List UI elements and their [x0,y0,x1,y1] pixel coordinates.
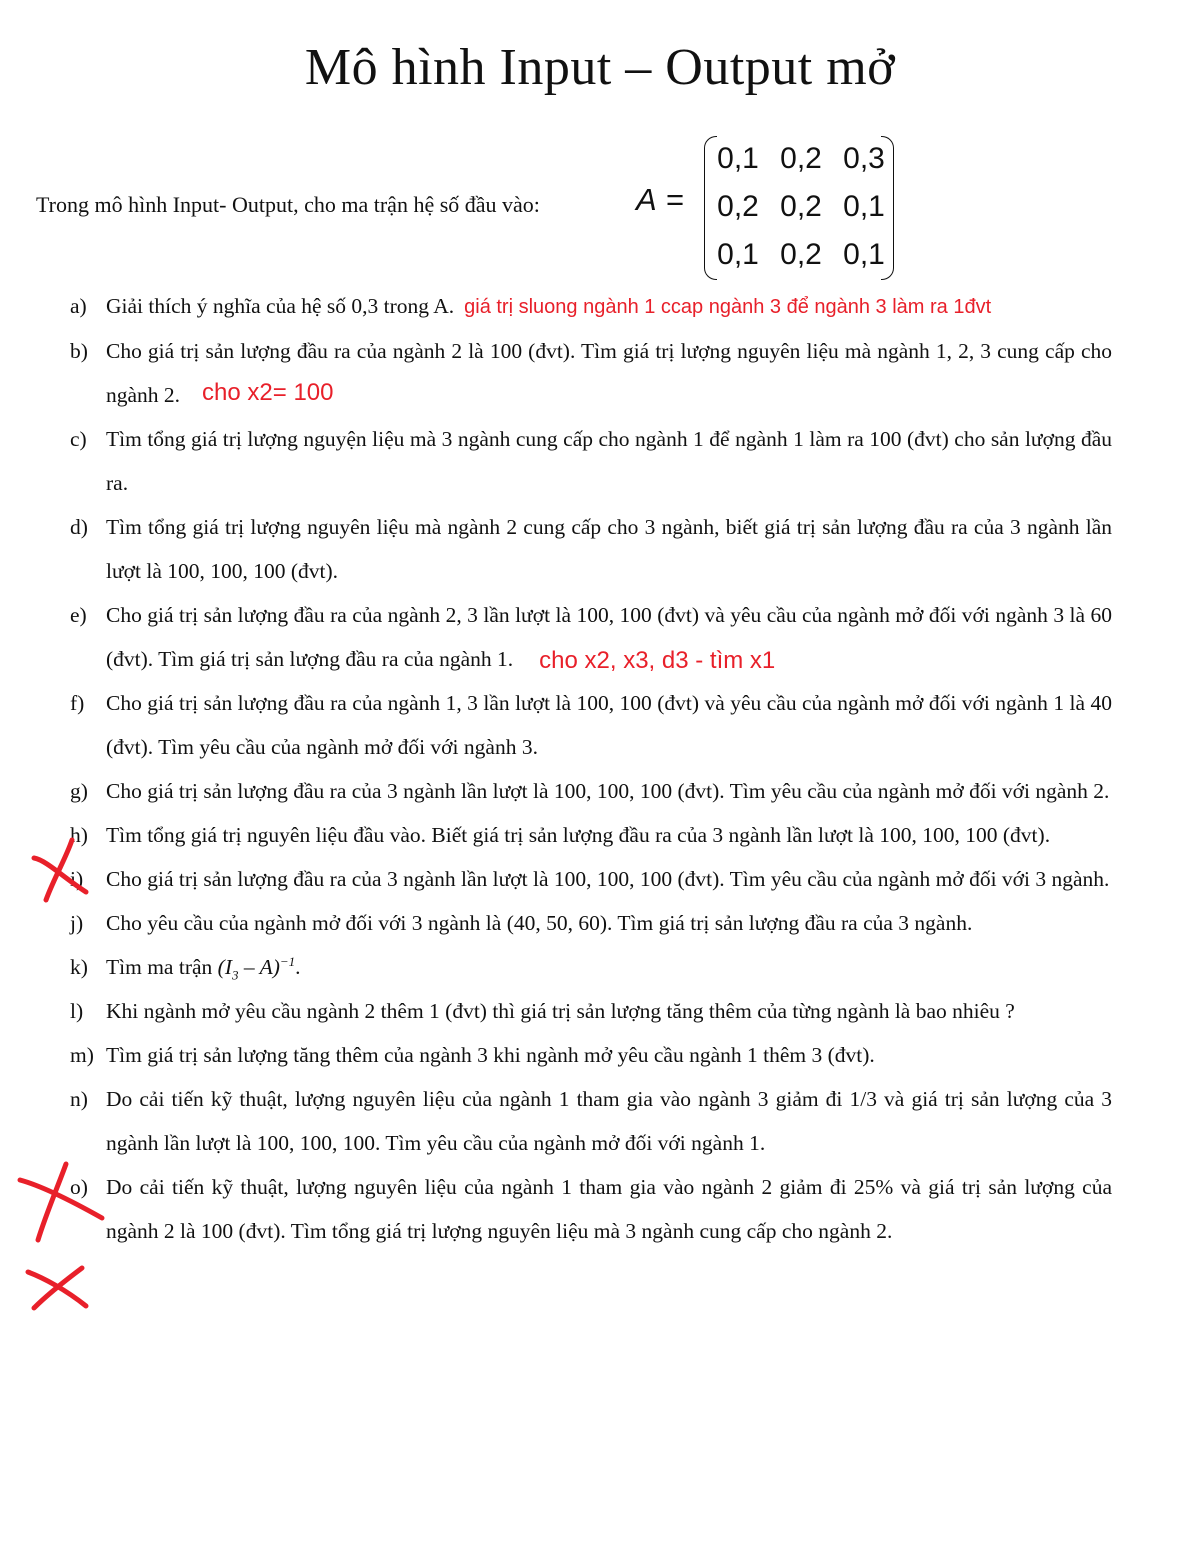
question-label: j) [70,911,84,935]
question-text: Tìm ma trận [106,955,213,979]
question-text-end: . [295,955,301,979]
handwritten-note: cho x2, x3, d3 - tìm x1 [539,647,776,674]
question-label: l) [70,999,84,1023]
question-text: Do cải tiến kỹ thuật, lượng nguyên liệu của ngành 1 tham gia vào ngành 3 giảm đi 1/3 và giá trị sản lượng của 3 ngành lần lượt là 100, 100, 100. Tìm yêu cầu của ngành mở đối với ngành 1. [106,1087,1112,1155]
question-label: h) [70,823,88,847]
question-text: Cho giá trị sản lượng đầu ra của ngành 1, 3 lần lượt là 100, 100 (đvt) và yêu cầu của ngành mở đối với ngành 1 là 40 (đvt). Tìm yêu cầu của ngành mở đối với ngành 3. [106,691,1112,759]
question-e [70,593,1112,681]
question-text: Do cải tiến kỹ thuật, lượng nguyên liệu của ngành 1 tham gia vào ngành 2 giảm đi 25% và giá trị sản lượng của ngành 2 là 100 (đvt). Tìm tổng giá trị lượng nguyên liệu mà 3 ngành cung cấp cho ngành 2. [106,1175,1112,1243]
math-part: – A) [238,955,280,979]
matrix-row [708,190,894,224]
question-a [70,284,1112,329]
math-part: (I [217,955,232,979]
cross-mark-icon [22,1262,92,1312]
question-text: Cho yêu cầu của ngành mở đối với 3 ngành là (40, 50, 60). Tìm giá trị sản lượng đầu ra của 3 ngành. [106,911,973,935]
question-text: Tìm tổng giá trị lượng nguyện liệu mà 3 ngành cung cấp cho ngành 1 để ngành 1 làm ra 100 (đvt) cho sản lượng đầu ra. [106,427,1112,495]
question-text: Tìm giá trị sản lượng tăng thêm của ngành 3 khi ngành mở yêu cầu ngành 1 thêm 3 (đvt). [106,1043,875,1067]
question-text: Khi ngành mở yêu cầu ngành 2 thêm 1 (đvt) thì giá trị sản lượng tăng thêm của từng ngành là bao nhiêu ? [106,999,1015,1023]
question-o [70,1165,1112,1253]
question-label: g) [70,779,88,803]
question-list [70,284,1112,1253]
question-c [70,417,1112,505]
matrix-equation [636,132,906,282]
page-title: Mô hình Input – Output mở [304,39,896,96]
question-n [70,1077,1112,1165]
question-text: Cho giá trị sản lượng đầu ra của ngành 2, 3 lần lượt là 100, 100 (đvt) và yêu cầu của ngành mở đối với ngành 3 là 60 (đvt). Tìm giá trị sản lượng đầu ra của ngành 1. [106,603,1112,671]
cross-mark-icon [26,834,96,904]
question-f [70,681,1112,769]
question-text: Cho giá trị sản lượng đầu ra của 3 ngành lần lượt là 100, 100, 100 (đvt). Tìm yêu cầu của ngành mở đối với 3 ngành. [106,867,1110,891]
handwritten-note: giá trị sluong ngành 1 ccap ngành 3 để ngành 3 làm ra 1đvt [464,296,992,318]
question-label: n) [70,1087,88,1111]
question-text: Cho giá trị sản lượng đầu ra của ngành 2 là 100 (đvt). Tìm giá trị lượng nguyên liệu mà ngành 1, 2, 3 cung cấp cho ngành 2. [106,339,1112,407]
matrix-cell: 0,1 [843,190,885,223]
question-label: b) [70,339,88,363]
question-h [70,813,1112,857]
matrix-cell: 0,2 [780,238,822,271]
matrix-cell: 0,2 [780,190,822,223]
question-j [70,901,1112,945]
question-text: Cho giá trị sản lượng đầu ra của 3 ngành lần lượt là 100, 100, 100 (đvt). Tìm yêu cầu của ngành mở đối với ngành 2. [106,779,1110,803]
question-text: Tìm tổng giá trị lượng nguyên liệu mà ngành 2 cung cấp cho 3 ngành, biết giá trị sản lượng đầu ra của 3 ngành lần lượt là 100, 100, 100 (đvt). [106,515,1112,583]
question-b [70,329,1112,417]
cross-mark-icon [12,1160,108,1244]
matrix-cell: 0,2 [717,190,759,223]
intro-text: Trong mô hình Input- Output, cho ma trận hệ số đầu vào: [36,192,540,217]
matrix-body [704,136,894,278]
question-l [70,989,1112,1033]
math-expression [217,953,296,983]
question-label: d) [70,515,88,539]
question-label: e) [70,603,87,627]
matrix-symbol: A [636,182,657,217]
question-label: m) [70,1043,94,1067]
matrix-cell: 0,3 [843,142,885,175]
question-text: Tìm tổng giá trị nguyên liệu đầu vào. Biết giá trị sản lượng đầu ra của 3 ngành lần lượt là 100, 100, 100 (đvt). [106,823,1051,847]
question-label: k) [70,955,88,979]
matrix-row [708,142,894,176]
handwritten-note: cho x2= 100 [202,379,334,406]
question-g [70,769,1112,813]
question-i [70,857,1112,901]
question-k [70,945,1112,989]
matrix-cell: 0,1 [843,238,885,271]
matrix-row [708,238,894,272]
question-m [70,1033,1112,1077]
question-label: c) [70,427,87,451]
question-text: Giải thích ý nghĩa của hệ số 0,3 trong A. [106,294,455,318]
question-label: i) [70,867,84,891]
math-superscript: −1 [279,953,296,969]
question-d [70,505,1112,593]
matrix-cell: 0,2 [780,142,822,175]
question-label: o) [70,1175,88,1199]
matrix-cell: 0,1 [717,142,759,175]
math-subscript: 3 [231,967,239,983]
question-label: f) [70,691,85,715]
question-label: a) [70,294,87,318]
matrix-cell: 0,1 [717,238,759,271]
matrix-equals: = [666,182,685,217]
